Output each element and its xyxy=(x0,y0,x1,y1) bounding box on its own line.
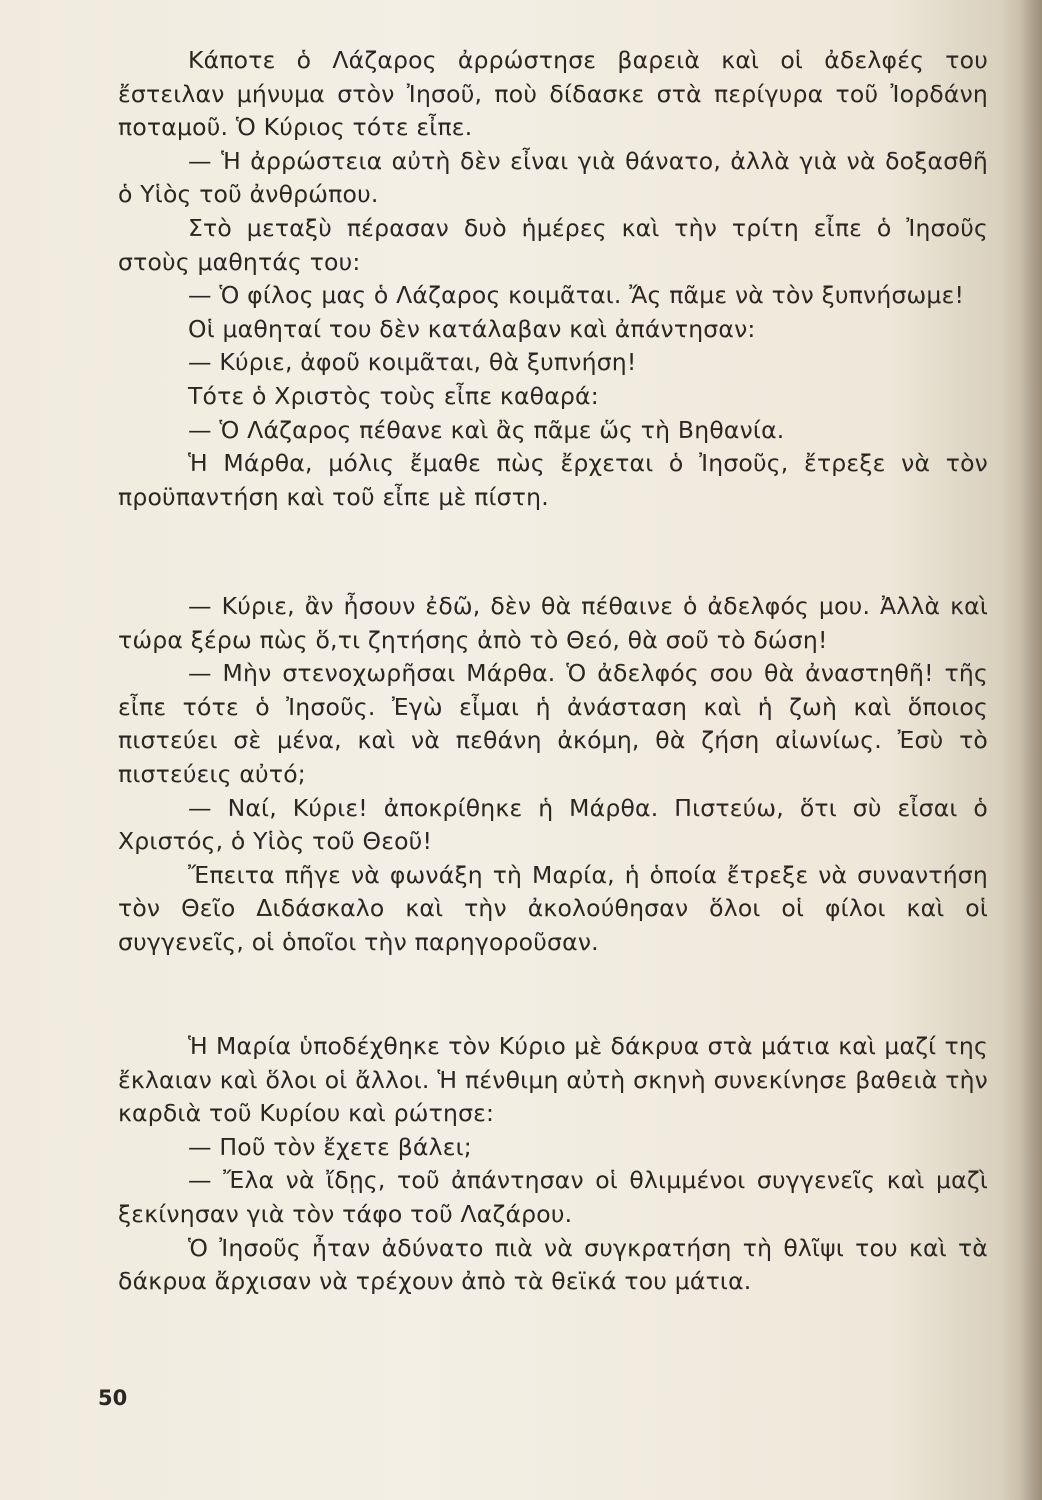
paragraph: Ἡ Μαρία ὑποδέχθηκε τὸν Κύριο μὲ δάκρυα στὰ μάτια καὶ μαζί της ἔκλαιαν καὶ ὅλοι οἱ ἄλλοι. Ἡ πένθιμη αὐτὴ σκηνὴ συνεκίνησε βαθειὰ τὴν καρδιὰ τοῦ Κυρίου καὶ ρώτησε: xyxy=(118,1032,988,1128)
paragraph: Οἱ μαθηταί του δὲν κατάλαβαν καὶ ἀπάντησαν: xyxy=(188,314,756,343)
paragraph: Ἔπειτα πῆγε νὰ φωνάξη τὴ Μαρία, ἡ ὁποία ἔτρεξε νὰ συναντήση τὸν Θεῖο Διδάσκαλο καὶ τὴν ἀκολούθησαν ὅλοι οἱ φίλοι καὶ οἱ συγγενεῖς, οἱ ὁποῖοι τὴν παρηγοροῦσαν. xyxy=(118,860,988,956)
paragraph: — Ὁ φίλος μας ὁ Λάζαρος κοιμᾶται. Ἄς πᾶμε νὰ τὸν ξυπνήσωμε! xyxy=(188,281,965,310)
paragraph: — Μὴν στενοχωρῆσαι Μάρθα. Ὁ ἀδελφός σου θὰ ἀναστηθῆ! τῆς εἶπε τότε ὁ Ἰησοῦς. Ἐγὼ εἶμαι ἡ ἀνάσταση καὶ ἡ ζωὴ καὶ ὅποιος πιστεύει σὲ μένα, καὶ νὰ πεθάνη ἀκόμη, θὰ ζήση αἰωνίως. Ἐσὺ τὸ πιστεύεις αὐτό; xyxy=(118,659,988,788)
paragraph: — Ποῦ τὸν ἔχετε βάλει; xyxy=(188,1132,472,1161)
paragraph: — Ἡ ἀρρώστεια αὐτὴ δὲν εἶναι γιὰ θάνατο, ἀλλὰ γιὰ νὰ δοξασθῆ ὁ Υἱὸς τοῦ ἀνθρώπου. xyxy=(118,146,988,209)
paragraph: Ὁ Ἰησοῦς ἦταν ἀδύνατο πιὰ νὰ συγκρατήση τὴ θλῖψι του καὶ τὰ δάκρυα ἄρχισαν νὰ τρέχουν ἀπὸ τὰ θεϊκά του μάτια. xyxy=(118,1233,988,1296)
paragraph: Τότε ὁ Χριστὸς τοὺς εἶπε καθαρά: xyxy=(188,381,599,410)
paragraph: Κάποτε ὁ Λάζαρος ἀρρώστησε βαρειὰ καὶ οἱ ἀδελφές του ἔστειλαν μήνυμα στὸν Ἰησοῦ, ποὺ δίδασκε στὰ περίγυρα τοῦ Ἰορδάνη ποταμοῦ. Ὁ Κύριος τότε εἶπε. xyxy=(118,46,988,142)
text-section-1 xyxy=(118,44,988,514)
text-section-2 xyxy=(118,590,988,960)
paragraph: — Κύριε, ἀφοῦ κοιμᾶται, θὰ ξυπνήση! xyxy=(188,348,637,377)
paragraph: Ἡ Μάρθα, μόλις ἔμαθε πὼς ἔρχεται ὁ Ἰησοῦς, ἔτρεξε νὰ τὸν προϋπαντήση καὶ τοῦ εἶπε μὲ πίστη. xyxy=(118,449,988,511)
paragraph: — Κύριε, ἂν ἦσουν ἐδῶ, δὲν θὰ πέθαινε ὁ ἀδελφός μου. Ἀλλὰ καὶ τώρα ξέρω πὼς ὅ,τι ζητήσης ἀπὸ τὸ Θεό, θὰ σοῦ τὸ δώση! xyxy=(118,592,988,654)
paragraph: — Ναί, Κύριε! ἀποκρίθηκε ἡ Μάρθα. Πιστεύω, ὅτι σὺ εἶσαι ὁ Χριστός, ὁ Υἱὸς τοῦ Θεοῦ! xyxy=(118,793,988,856)
paragraph: Στὸ μεταξὺ πέρασαν δυὸ ἡμέρες καὶ τὴν τρίτη εἶπε ὁ Ἰησοῦς στοὺς μαθητάς του: xyxy=(118,213,988,276)
paragraph: — Ἔλα νὰ ἴδῃς, τοῦ ἀπάντησαν οἱ θλιμμένοι συγγενεῖς καὶ μαζὶ ξεκίνησαν γιὰ τὸν τάφο τοῦ Λαζάρου. xyxy=(118,1166,988,1228)
page-number: 50 xyxy=(98,1386,128,1410)
paragraph: — Ὁ Λάζαρος πέθανε καὶ ἂς πᾶμε ὥς τὴ Βηθανία. xyxy=(188,415,785,444)
text-section-3 xyxy=(118,1030,988,1299)
page-spine-shadow xyxy=(1020,0,1042,1500)
